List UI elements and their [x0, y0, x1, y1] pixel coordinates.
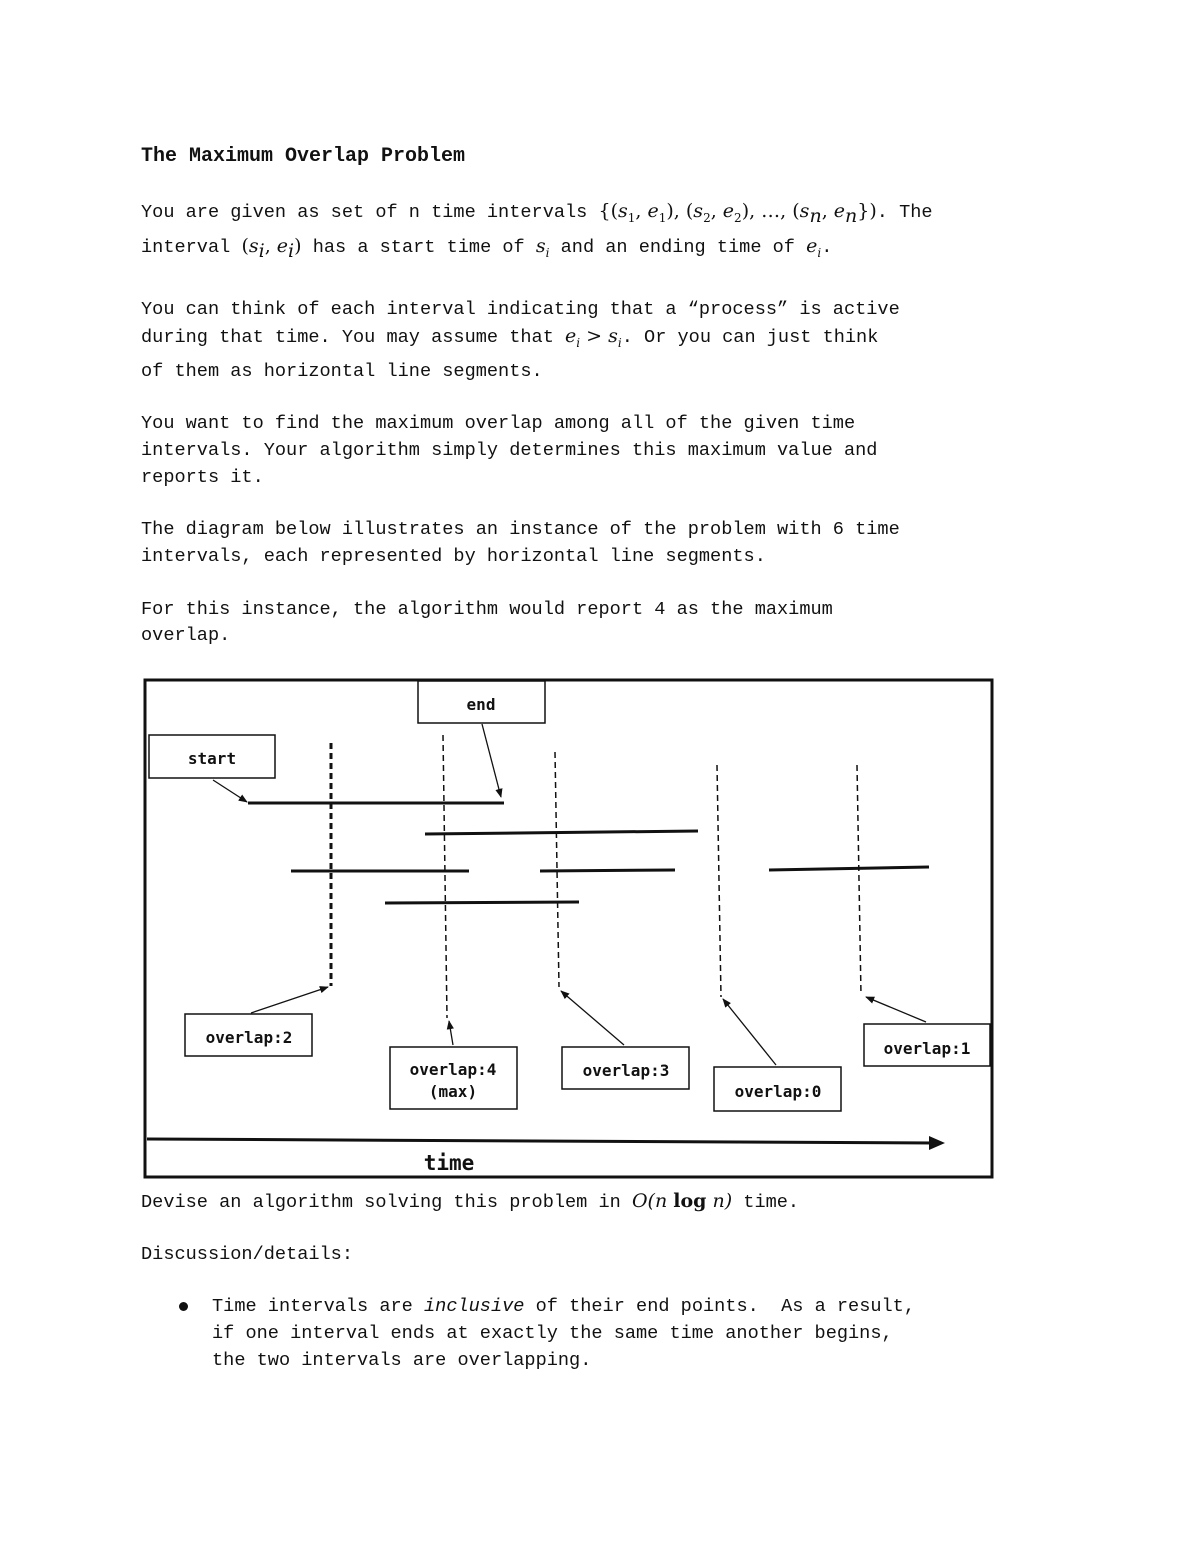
- interval-expression: ($s_i$, $e_i$): [241, 235, 302, 262]
- para4-line-2: intervals, each represented by horizontal line segments.: [141, 546, 766, 567]
- para5-line-2: overlap.: [141, 625, 231, 646]
- para2-line-3: of them as horizontal line segments.: [141, 361, 543, 382]
- overlap-0-label: overlap:0: [734, 1082, 822, 1101]
- discussion-heading: Discussion/details:: [141, 1244, 354, 1265]
- overlap-2-arrow: [251, 987, 328, 1013]
- time-axis-arrowhead: [929, 1136, 945, 1150]
- complexity-expression: O(n log n): [631, 1190, 733, 1212]
- overlap-0-arrow: [723, 999, 776, 1065]
- interval-segment: [540, 870, 675, 871]
- interval-segment: [425, 831, 698, 834]
- end-symbol: $e_i$: [806, 235, 822, 260]
- interval-set-expression: {($s_1$, $e_1$), ($s_2$, $e_2$), …, ($s_n$, $e_n$}): [598, 200, 877, 227]
- probe-line: [717, 765, 721, 997]
- overlap-max-label: (max): [428, 1082, 478, 1101]
- para5-line-1: For this instance, the algorithm would report 4 as the maximum: [141, 599, 833, 620]
- overlap-1-arrow: [866, 997, 926, 1022]
- overlap-3-label: overlap:3: [582, 1061, 670, 1080]
- start-label: start: [187, 749, 237, 768]
- probe-line: [857, 765, 861, 995]
- emphasis-inclusive: inclusive: [424, 1296, 525, 1317]
- list-item: Time intervals are inclusive of their end points. As a result, if one interval ends at exactly the same time another begins, the two intervals are overlapping.: [141, 1293, 1071, 1374]
- para2-line-1: You can think of each interval indicating that a “process” is active: [141, 299, 900, 320]
- intro-line-2: interval ($s_i$, $e_i$) has a start time of $s_i$ and an ending time of $e_i$.: [141, 235, 833, 262]
- interval-segment: [385, 902, 579, 903]
- para3-line-3: reports it.: [141, 467, 264, 488]
- overlap-3-arrow: [561, 991, 624, 1045]
- overlap-4-label: overlap:4: [409, 1060, 497, 1079]
- overlap-4-arrow: [449, 1021, 453, 1045]
- inequality-expression: $e_i > s_i$: [565, 325, 622, 350]
- para3-line-1: You want to find the maximum overlap among all of the given time: [141, 413, 856, 434]
- para3-line-2: intervals. Your algorithm simply determines this maximum value and: [141, 440, 878, 461]
- devise-line: Devise an algorithm solving this problem in O(n log n) time.: [141, 1190, 800, 1213]
- overlap-1-label: overlap:1: [883, 1039, 971, 1058]
- bullet-icon: [179, 1302, 188, 1311]
- overlap-2-label: overlap:2: [205, 1028, 293, 1047]
- end-pointer-arrow: [482, 724, 501, 797]
- para4-line-1: The diagram below illustrates an instance of the problem with 6 time: [141, 519, 900, 540]
- interval-segment: [769, 867, 929, 870]
- page-title: The Maximum Overlap Problem: [141, 145, 466, 168]
- discussion-list: [141, 1293, 1071, 1374]
- time-axis-label: time: [423, 1151, 475, 1175]
- time-axis-arrow: [147, 1139, 935, 1143]
- probe-line: [443, 735, 447, 1018]
- para2-line-2: during that time. You may assume that $e_i > s_i$. Or you can just think: [141, 325, 879, 350]
- start-symbol: $s_i$: [535, 235, 550, 260]
- intro-line-1: You are given as set of n time intervals {($s_1$, $e_1$), ($s_2$, $e_2$), …, ($s_n$, $e_n$}). The: [141, 200, 933, 227]
- end-label: end: [466, 695, 496, 714]
- start-pointer-arrow: [213, 780, 247, 802]
